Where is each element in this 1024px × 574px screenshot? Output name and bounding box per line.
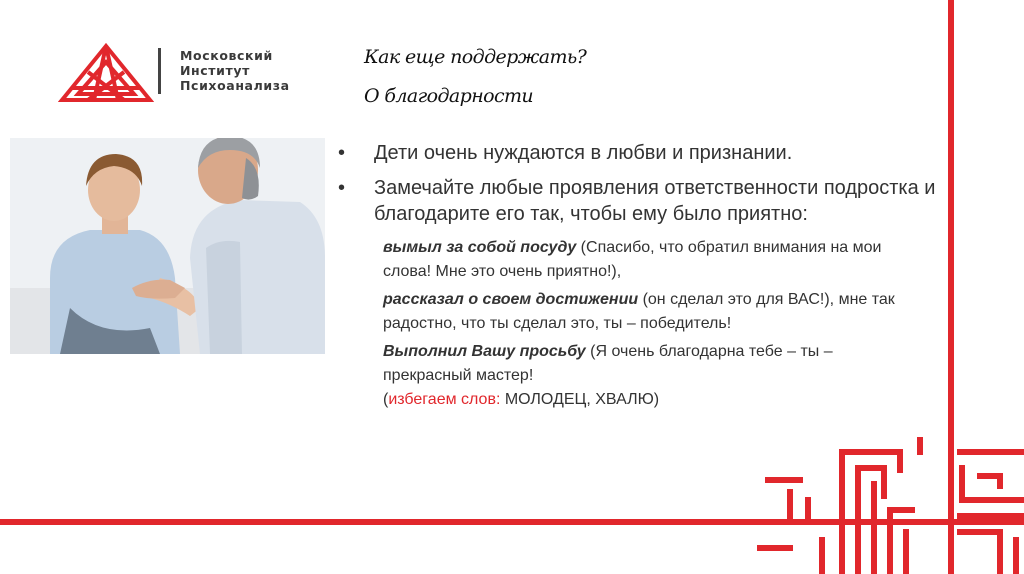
- note-warning: избегаем слов:: [388, 391, 501, 408]
- title-line-2: О благодарности: [364, 85, 534, 107]
- logo-line: Институт: [180, 63, 250, 78]
- institute-logo: [58, 42, 328, 104]
- example-text: (Я очень благодарна тебе – ты – прекрасный мастер!: [383, 343, 833, 384]
- logo-line: Московский: [180, 48, 273, 63]
- title-line-1: Как еще поддержать?: [364, 46, 587, 68]
- bullet-item: [338, 140, 938, 166]
- content-body: [338, 140, 938, 412]
- photo-teen-and-father: [10, 138, 325, 354]
- bullet-dot-icon: •: [338, 142, 346, 164]
- slide-title: [364, 38, 586, 116]
- example-text: (Спасибо, что обратил внимания на мои слова! Мне это очень приятно!),: [383, 239, 882, 280]
- bullet-item: [338, 175, 938, 227]
- example-emphasis: вымыл за собой посуду: [383, 239, 577, 256]
- photo-illustration: [10, 138, 325, 354]
- example-emphasis: рассказал о своем достижении: [383, 291, 639, 308]
- example-item: [383, 340, 903, 412]
- bullet-text: Дети очень нуждаются в любви и признании.: [374, 142, 793, 164]
- logo-line: Психоанализа: [180, 78, 290, 93]
- note-words: МОЛОДЕЦ, ХВАЛЮ): [500, 391, 660, 408]
- example-text: (он сделал это для ВАС!), мне так радостно, что ты сделал это, ты – победитель!: [383, 291, 895, 332]
- bullet-text: Замечайте любые проявления ответственности подростка и благодарите его так, чтобы ему было приятно:: [374, 177, 936, 225]
- triangle-knot-icon: [58, 42, 154, 104]
- example-item: [383, 288, 903, 336]
- bullet-dot-icon: •: [338, 177, 346, 199]
- logo-text: [180, 48, 290, 93]
- example-emphasis: Выполнил Вашу просьбу: [383, 343, 586, 360]
- logo-divider: [158, 48, 161, 94]
- note-open: (: [383, 391, 389, 408]
- example-item: [383, 236, 903, 284]
